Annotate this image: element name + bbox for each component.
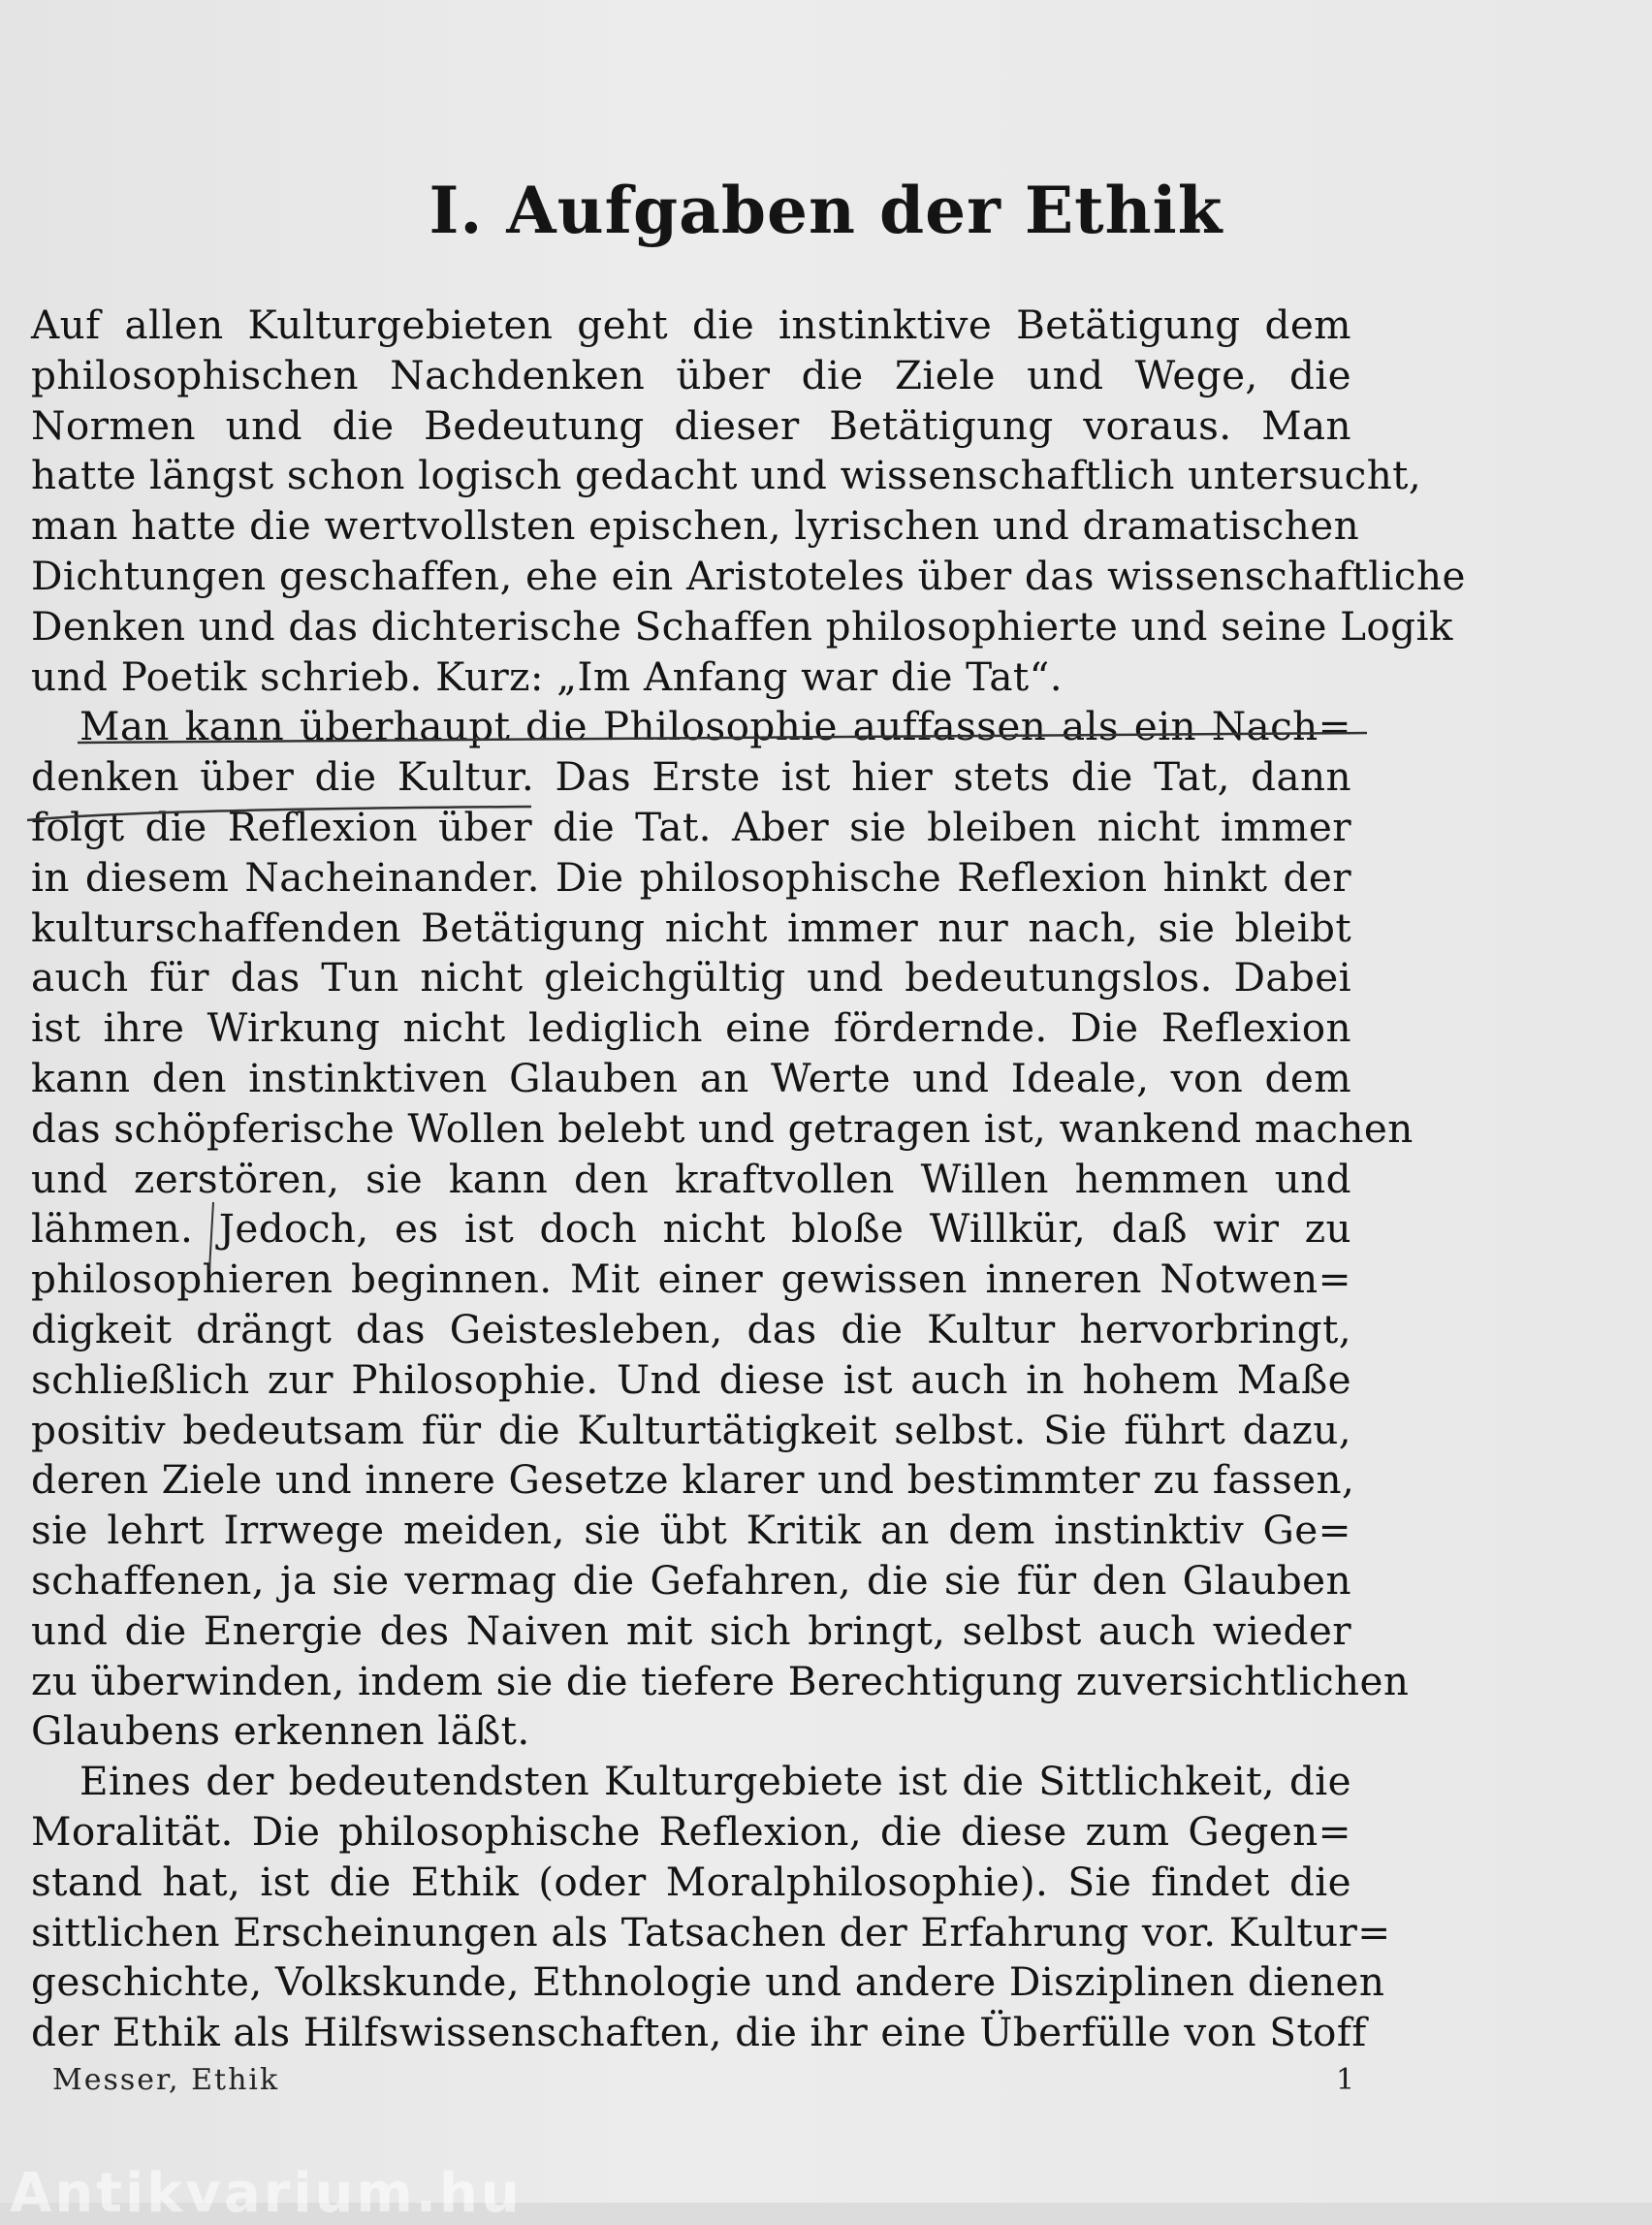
text-line: folgt die Reflexion über die Tat. Aber sie bleiben nicht immer xyxy=(31,803,1351,850)
text-line: digkeit drängt das Geistesleben, das die Kultur hervorbringt, xyxy=(31,1305,1351,1352)
signature-mark: Messer, Ethik xyxy=(52,2063,280,2097)
text-line: stand hat, ist die Ethik (oder Moralphilosophie). Sie findet die xyxy=(31,1858,1351,1905)
text-line: auch für das Tun nicht gleichgültig und bedeutungslos. Dabei xyxy=(31,954,1351,1001)
text-line: hatte längst schon logisch gedacht und wissenschaftlich untersucht, xyxy=(31,452,1422,499)
text-line: und zerstören, sie kann den kraftvollen Willen hemmen und xyxy=(31,1155,1351,1202)
text-line: Dichtungen geschaffen, ehe ein Aristoteles über das wissenschaftliche xyxy=(31,552,1466,599)
text-line: schließlich zur Philosophie. Und diese ist auch in hohem Maße xyxy=(31,1355,1351,1403)
text-line: zu überwinden, indem sie die tiefere Berechtigung zuversichtlichen xyxy=(31,1657,1410,1704)
text-line: Eines der bedeutendsten Kulturgebiete ist die Sittlichkeit, die xyxy=(79,1758,1351,1805)
text-line: deren Ziele und innere Gesetze klarer und bestimmter zu fassen, xyxy=(31,1456,1355,1504)
paragraph-1 xyxy=(31,301,1466,702)
text-line: Auf allen Kulturgebieten geht die instinktive Betätigung dem xyxy=(31,302,1351,348)
text-line: in diesem Nacheinander. Die philosophische Reflexion hinkt der xyxy=(31,853,1351,901)
text-line: schaffenen, ja sie vermag die Gefahren, die sie für den Glauben xyxy=(31,1556,1351,1604)
text-line: philosophischen Nachdenken über die Ziele und Wege, die xyxy=(31,351,1351,398)
text-line: sie lehrt Irrwege meiden, sie übt Kritik an dem instinktiv Ge= xyxy=(31,1507,1351,1554)
text-line: Man kann überhaupt die Philosophie auffassen als ein Nach= xyxy=(79,703,1351,750)
chapter-title: I. Aufgaben der Ethik xyxy=(429,173,1223,248)
paragraph-3 xyxy=(31,1757,1391,2058)
text-line: sittlichen Erscheinungen als Tatsachen der Erfahrung vor. Kultur= xyxy=(31,1908,1391,1955)
text-line: das schöpferische Wollen belebt und getragen ist, wankend machen xyxy=(31,1104,1414,1152)
text-line: lähmen. Jedoch, es ist doch nicht bloße Willkür, daß wir zu xyxy=(31,1205,1351,1253)
text-line: ist ihre Wirkung nicht lediglich eine fördernde. Die Reflexion xyxy=(31,1004,1351,1052)
paragraph-2 xyxy=(31,702,1414,1757)
pencil-mark xyxy=(206,1202,217,1270)
text-line: der Ethik als Hilfswissenschaften, die ihr eine Überfülle von Stoff xyxy=(31,2009,1367,2056)
body-text xyxy=(31,301,1466,2058)
page-number: 1 xyxy=(1336,2063,1355,2097)
text-line: und Poetik schrieb. Kurz: „Im Anfang war die Tat“. xyxy=(31,652,1063,700)
watermark: Antikvarium.hu xyxy=(10,2162,523,2225)
text-line: Glaubens erkennen läßt. xyxy=(31,1707,530,1755)
pencil-underline xyxy=(78,729,1367,748)
text-line: kann den instinktiven Glauben an Werte und Ideale, von dem xyxy=(31,1054,1351,1101)
text-line: kulturschaffenden Betätigung nicht immer nur nach, sie bleibt xyxy=(31,904,1351,951)
text-line: positiv bedeutsam für die Kulturtätigkeit selbst. Sie führt dazu, xyxy=(31,1406,1351,1453)
text-line: geschichte, Volkskunde, Ethnologie und andere Disziplinen dienen xyxy=(31,1958,1385,2006)
text-line: Normen und die Bedeutung dieser Betätigung voraus. Man xyxy=(31,401,1351,449)
text-line: Moralität. Die philosophische Reflexion, die diese zum Gegen= xyxy=(31,1807,1351,1855)
pencil-underline xyxy=(27,791,531,830)
text-line: man hatte die wertvollsten epischen, lyrischen und dramatischen xyxy=(31,502,1360,550)
text-line: Denken und das dichterische Schaffen philosophierte und seine Logik xyxy=(31,602,1453,650)
text-line: und die Energie des Naiven mit sich bringt, selbst auch wieder xyxy=(31,1606,1351,1654)
text-line: philosophieren beginnen. Mit einer gewissen inneren Notwen= xyxy=(31,1256,1351,1303)
text-line: denken über die Kultur. Das Erste ist hier stets die Tat, dann xyxy=(31,753,1351,801)
